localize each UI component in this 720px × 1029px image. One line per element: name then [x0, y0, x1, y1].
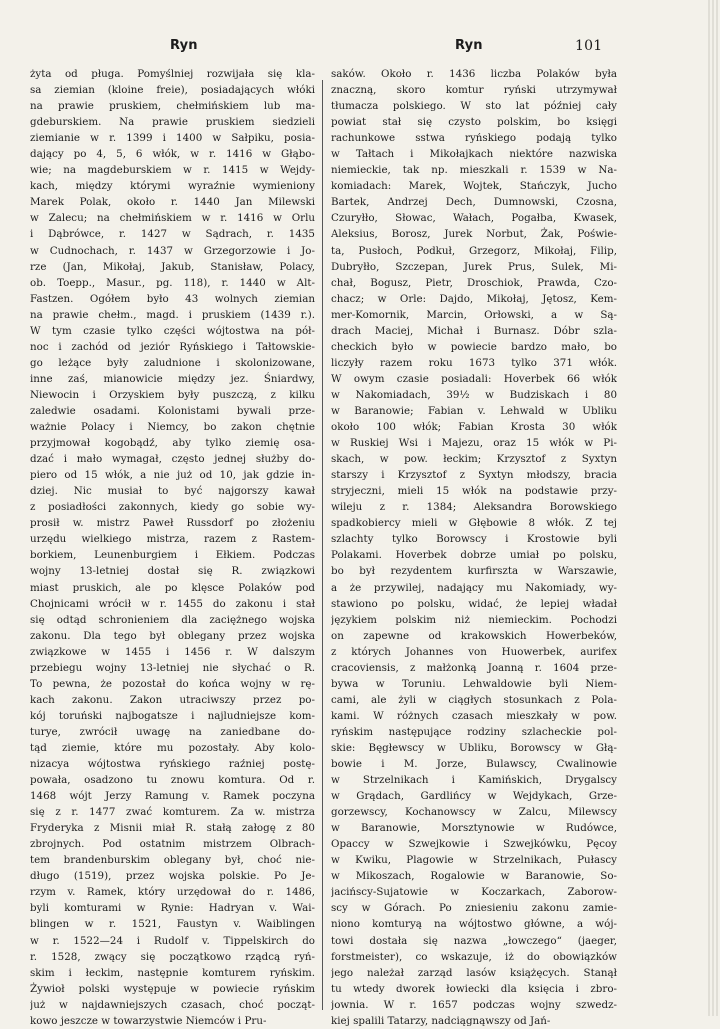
text-line: stryjeczni, mieli 15 włók na podstawie przy-	[331, 485, 617, 498]
text-line: bo był rezydentem kurfirszta w Warszawie,	[331, 565, 617, 578]
text-line: powiat stał się czysto polskim, bo księgi	[331, 116, 617, 129]
text-line: Fastzen. Ogółem było 43 wolnych ziemian	[30, 292, 315, 305]
text-line: ob. Toepp., Masur., pg. 118), r. 1440 w Alt-	[30, 276, 315, 289]
text-line: a że przywilej, nadający mu Nakomiady, wy-	[331, 581, 617, 594]
text-line: cracoviensis, z małżonką Joanną r. 1604 prze-	[331, 661, 617, 674]
text-line: bowie i M. Jorze, Bulawscy, Cwalinowie	[331, 758, 617, 771]
text-line: rze (Jan, Mikołaj, Jakub, Stanisław, Polacy,	[30, 260, 315, 273]
text-line: kowo jeszcze w towarzystwie Niemców i Pru-	[30, 1014, 267, 1027]
text-line: piero od 15 włók, a nie już od 10, jak gdzie in-	[30, 469, 315, 482]
text-line: Żywioł polski występuje w powiecie ryńskim	[30, 982, 315, 995]
text-line: skach, w pow. łeckim; Krzysztof z Syxtyn	[331, 453, 617, 466]
right-text-column	[331, 66, 617, 1029]
text-line: Bartek, Andrzej Dech, Dumnowski, Czosna,	[331, 196, 617, 209]
text-line: komiadach: Marek, Wojtek, Stańczyk, Jucho	[331, 180, 617, 193]
text-line: mer-Komornik, Marcin, Orłowski, a w Są-	[331, 308, 617, 321]
text-line: na prawie pruskiem, chełmińskiem lub ma-	[30, 100, 315, 113]
text-line: przebiegu wojny 13-letniej nie słychać o R.	[30, 661, 315, 674]
column-divider	[322, 80, 323, 1010]
text-line: w r. 1522—24 i Rudolf v. Tippelskirch do	[30, 934, 315, 947]
text-line: noc i zachód od jeziór Ryńskiego i Tałtowskie-	[30, 340, 315, 353]
text-line: forstmeister), co wskazuje, iż do obowiązków	[331, 950, 617, 963]
text-line: w Kwiku, Plagowie w Strzelnikach, Pułascy	[331, 854, 617, 867]
text-line: szlachty tylko Borowscy i Krostowie byli	[331, 533, 617, 546]
text-line: niemieckie, tak np. mieszkali r. 1539 w Na-	[331, 164, 617, 177]
text-line: ryńskim następujące rodziny szlacheckie pol-	[331, 725, 617, 738]
text-line: językiem polskim niż niemieckim. Pochodzi	[331, 613, 617, 626]
text-line: spadkobiercy mieli w Głębowie 8 włók. Z tej	[331, 517, 617, 530]
text-line: W tym czasie tylko części wójtostwa na pół-	[30, 324, 315, 337]
text-line: miast pruskich, ale po klęsce Polaków pod	[30, 581, 315, 594]
text-line: go leżące były zaludnione i skolonizowane,	[30, 356, 315, 369]
text-line: byli komturami w Rynie: Hadryan v. Wai-	[30, 902, 315, 915]
text-line: starszy i Krzysztof z Syxtyn młodszy, bracia	[331, 469, 617, 482]
text-line: w Grądach, Gardlińcy w Wejdykach, Grze-	[331, 790, 617, 803]
text-line: się odtąd schronieniem dla zaciężnego wojska	[30, 613, 315, 626]
text-line: kach, między którymi wyraźnie wymieniony	[30, 180, 315, 193]
text-line: powała, osadzono tu znowu komtura. Od r.	[30, 774, 315, 787]
text-line: kój toruński najbogatsze i najludniejsze kom-	[30, 709, 315, 722]
text-line: zakonu. Dla tego był oblegany przez wojska	[30, 629, 315, 642]
text-line: prosił w. mistrz Paweł Russdorf po złożeniu	[30, 517, 315, 530]
text-line: żyta od pługa. Pomyślniej rozwijała się kla-	[30, 68, 315, 80]
text-line: Czuryłło, Słowac, Wałach, Pogałba, Kwasek,	[331, 212, 617, 225]
text-line: tąd ziemie, które mu pozostały. Aby kolo-	[30, 741, 315, 754]
text-line: ważnie Polacy i Niemcy, bo zakon chętnie	[30, 421, 315, 434]
text-line: 1468 wójt Jerzy Ramung v. Ramek poczyna	[30, 790, 315, 803]
running-header-left: Ryn	[170, 38, 198, 53]
text-line: i Dąbrówce, r. 1427 w Sądrach, r. 1435	[30, 228, 315, 241]
text-line: turye, zwrócił uwagę na zaniedbane do-	[30, 725, 315, 738]
page-edge	[708, 0, 720, 1016]
text-line: znaczną, skoro komtur ryński utrzymywał	[331, 84, 617, 97]
text-line: saków. Około r. 1436 liczba Polaków była	[331, 68, 617, 80]
text-line: z posiadłości zakonnych, kiedy go sobie wy-	[30, 501, 315, 514]
text-line: dziej. Nic musiał to być najgorszy kawał	[30, 485, 315, 498]
text-line: związkowe w 1455 i 1456 r. W dalszym	[30, 645, 315, 658]
text-line: skie: Bęgłewscy w Ubliku, Borowscy w Głą-	[331, 741, 617, 754]
text-line: w Tałtach i Mikołajkach niektóre nazwiska	[331, 148, 617, 161]
text-line: długo (1519), przez wojska polskie. Po Je-	[30, 870, 315, 883]
text-line: chacz; w Orle: Dajdo, Mikołaj, Jętosz, Kem-	[331, 292, 617, 305]
text-line: rzym v. Ramek, który urzędował do r. 1486,	[30, 886, 315, 899]
text-line: borkiem, Leunenburgiem i Ełkiem. Podczas	[30, 549, 315, 562]
text-line: blingen w r. 1521, Faustyn v. Waiblingen	[30, 918, 315, 931]
text-line: przyjmował kogobądź, aby tylko ziemię osa-	[30, 437, 315, 450]
text-line: scy w Górach. Po zniesieniu zakonu zamie-	[331, 902, 617, 915]
text-line: z których Johannes von Huowerbek, aurifex	[331, 645, 617, 658]
text-line: inne zaś, mianowicie między jez. Śniardwy,	[30, 372, 315, 385]
text-line: gorzewscy, Kochanowscy w Zalcu, Milewscy	[331, 806, 617, 819]
text-line: urzędu wielkiego mistrza, razem z Rastem-	[30, 533, 315, 546]
text-line: Niewocin i Orzyskiem były puszczą, z kilku	[30, 388, 315, 401]
text-line: cami, ale żyli w ciągłych stosunkach z Pola-	[331, 693, 617, 706]
text-line: Chojnicami wrócił w r. 1455 do zakonu i stał	[30, 597, 315, 610]
text-line: Aleksius, Borosz, Jurek Norbut, Żak, Poświe-	[331, 228, 617, 241]
text-line: tem brandenburskim oblegany był, choć nie-	[30, 854, 315, 867]
text-line: gdeburskiem. Na prawie pruskiem siedzieli	[30, 116, 315, 129]
text-line: się z r. 1477 zwać komturem. Za w. mistrza	[30, 806, 315, 819]
text-line: checkich było w powiecie bardzo mało, bo	[331, 340, 617, 353]
text-line: on zapewne od krakowskich Howerbeków,	[331, 629, 617, 642]
text-line: Marek Polak, około r. 1440 Jan Milewski	[30, 196, 315, 209]
page-number: 101	[575, 38, 603, 54]
text-line: niono komturyą na wójtostwo główne, a wój-	[331, 918, 617, 931]
text-line: w Nakomiadach, 39½ w Budziskach i 80	[331, 388, 617, 401]
text-line: drach Maciej, Michał i Burnasz. Dóbr szla-	[331, 324, 617, 337]
text-line: liczyły razem roku 1673 tylko 371 włók.	[331, 356, 617, 369]
text-line: zaledwie osadami. Kolonistami bywali prze-	[30, 404, 315, 417]
text-line: tu wtedy dworek łowiecki dla księcia i zbro-	[331, 982, 617, 995]
text-line: Opaccy w Szwejkowie i Szwejkówku, Pęcoy	[331, 838, 617, 851]
text-line: wie; na magdeburskiem w r. 1415 w Wejdy-	[30, 164, 315, 177]
text-line: w Strzelnikach i Kamińskich, Drygalscy	[331, 774, 617, 787]
text-line: dzać i mało wymagał, często jednej służby do-	[30, 453, 315, 466]
text-line: rachunkowe sstwa ryńskiego podają tylko	[331, 132, 617, 145]
text-line: Fryderyka z Misnii miał R. stałą załogę z 80	[30, 822, 315, 835]
text-line: skim i łeckim, następnie komturem ryńskim.	[30, 966, 315, 979]
text-line: kach zakonu. Zakon utraciwszy przez po-	[30, 693, 315, 706]
text-line: Polakami. Hoverbek dobrze umiał po polsku,	[331, 549, 617, 562]
text-line: W owym czasie posiadali: Hoverbek 66 włók	[331, 372, 617, 385]
text-line: jacińscy-Sujatowie w Koczarkach, Zaborow-	[331, 886, 617, 899]
text-line: wileju z r. 1384; Aleksandra Borowskiego	[331, 501, 617, 514]
text-line: zbrojnych. Pod ostatnim mistrzem Olbrach-	[30, 838, 315, 851]
text-line: w Cudnochach, r. 1437 w Grzegorzowie i Jo-	[30, 244, 315, 257]
text-line: tłumacza polskiego. W sto lat później cały	[331, 100, 617, 113]
text-line: ta, Pusłoch, Podkuł, Grzegorz, Mikołaj, Filip,	[331, 244, 617, 257]
text-line: stawiono po polsku, widać, że lepiej władał	[331, 597, 617, 610]
text-line: ziemianie w r. 1399 i 1400 w Sałpiku, posia-	[30, 132, 315, 145]
text-line: kiej spalili Tatarzy, nadciągnąwszy od Jań-	[331, 1014, 551, 1027]
text-line: jego należał zarząd lasów książęcych. Stanął	[331, 966, 617, 979]
text-line: bywa w Toruniu. Lehwaldowie byli Niem-	[331, 677, 617, 690]
text-line: sa ziemian (kloine freie), posiadających włóki	[30, 84, 315, 97]
text-line: w Ruskiej Wsi i Majezu, oraz 15 włók w Pi-	[331, 437, 617, 450]
text-line: towi dostała się nazwa „łowczego“ (jaeger,	[331, 934, 617, 947]
text-line: Dubryłło, Szczepan, Jurek Prus, Sulek, Mi-	[331, 260, 617, 273]
text-line: już w najdawniejszych czasach, choć począt-	[30, 998, 315, 1011]
text-line: na prawie chełm., magd. i pruskiem (1439 r.).	[30, 308, 315, 321]
text-line: wojny 13-letniej dostał się R. związkowi	[30, 565, 315, 578]
text-line: w Baranowie; Fabian v. Lehwald w Ubliku	[331, 404, 617, 417]
text-line: dający po 4, 5, 6 włók, w r. 1416 w Głąbo-	[30, 148, 315, 161]
text-line: chał, Bogusz, Pietr, Droschiok, Prawda, Czo-	[331, 276, 617, 289]
text-line: w Mikoszach, Rogalowie w Baranowie, So-	[331, 870, 617, 883]
left-text-column	[30, 66, 315, 1029]
text-line: r. 1528, zwący się początkowo rządcą ryń-	[30, 950, 315, 963]
text-line: kami. W różnych czasach mieszkały w pow.	[331, 709, 617, 722]
running-header-center: Ryn	[455, 38, 483, 53]
text-line: nizacya wójtostwa ryńskiego raźniej postę-	[30, 758, 315, 771]
text-line: około 100 włók; Fabian Krosta 30 włók	[331, 421, 617, 434]
text-line: jownia. W r. 1657 podczas wojny szwedz-	[331, 998, 617, 1011]
text-line: w Zalecu; na chełmińskiem w r. 1416 w Orlu	[30, 212, 315, 225]
text-line: To pewna, że pozostał do końca wojny w rę-	[30, 677, 315, 690]
text-line: w Baranowie, Morsztynowie w Rudówce,	[331, 822, 617, 835]
